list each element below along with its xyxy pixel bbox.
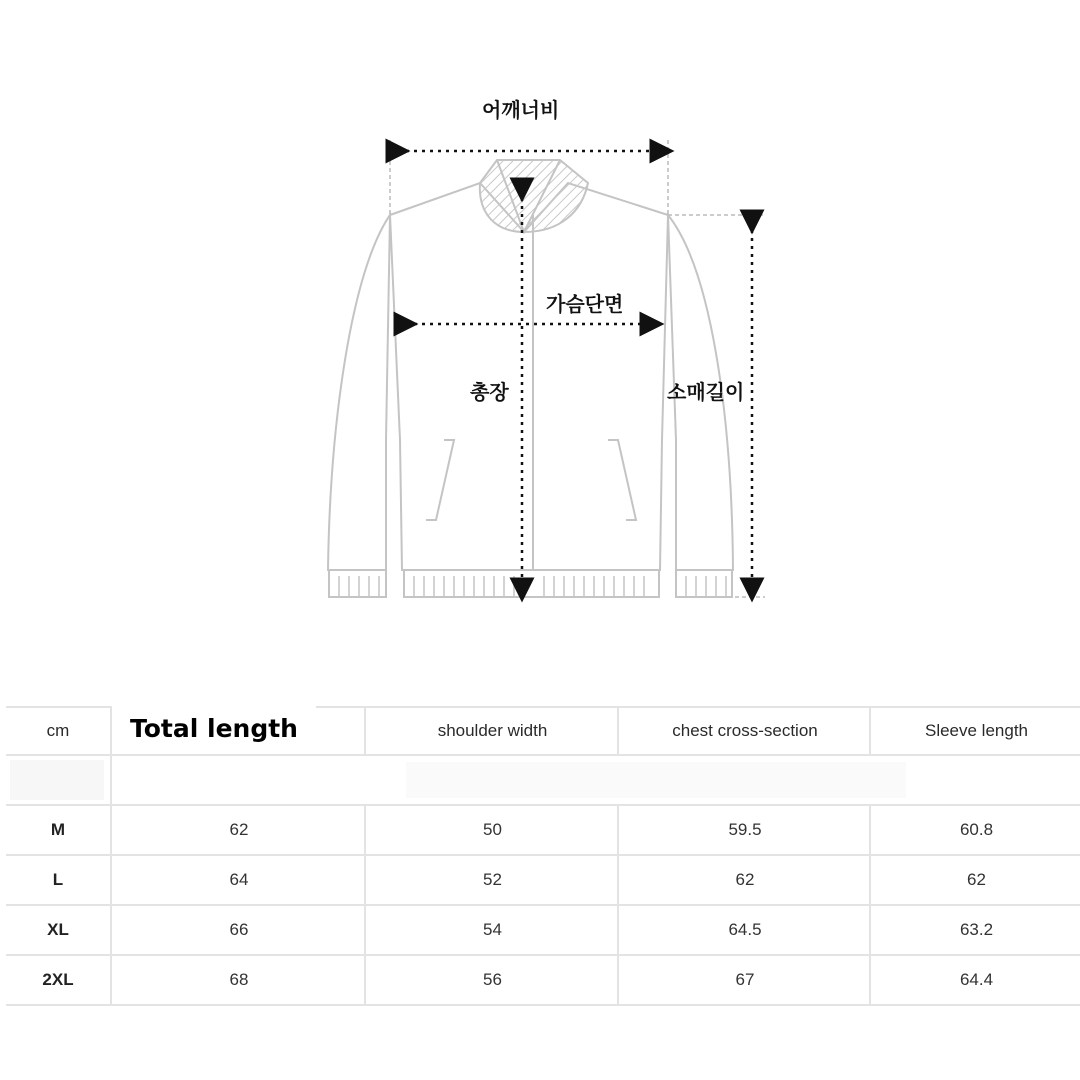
total-length-title: Total length [112,702,316,754]
size-cell: L [52,870,64,889]
shoulder-width-label: 어깨너비 [482,98,560,122]
table-row [6,806,1080,856]
value-cell: 67 [617,956,871,1004]
value-cell: 56 [364,956,619,1004]
chest-label: 가슴단면 [546,292,624,316]
size-cell: XL [47,920,69,939]
value-cell: 62 [110,806,366,854]
size-cell: M [50,820,66,839]
size-table [6,706,1080,1006]
value-cell: 64.4 [869,956,1080,1004]
value-cell: 50 [364,806,619,854]
value-cell: 59.5 [617,806,871,854]
value-cell: 66 [110,906,366,954]
value-cell: 52 [364,856,619,904]
value-cell: 62 [869,856,1080,904]
table-row [6,856,1080,906]
header-unit: cm [46,721,70,740]
value-cell: 64.5 [617,906,871,954]
table-header-row [6,706,1080,756]
value-cell: 68 [110,956,366,1004]
header-shoulder-width: shoulder width [364,708,619,754]
header-sleeve: Sleeve length [869,708,1080,754]
header-chest: chest cross-section [617,708,871,754]
table-blank-row [6,756,1080,806]
value-cell: 64 [110,856,366,904]
table-row [6,906,1080,956]
sleeve-length-label: 소매길이 [667,380,745,404]
value-cell: 54 [364,906,619,954]
size-cell: 2XL [42,970,74,989]
value-cell: 63.2 [869,906,1080,954]
table-row [6,956,1080,1006]
value-cell: 60.8 [869,806,1080,854]
value-cell: 62 [617,856,871,904]
total-length-label: 총장 [470,380,509,404]
